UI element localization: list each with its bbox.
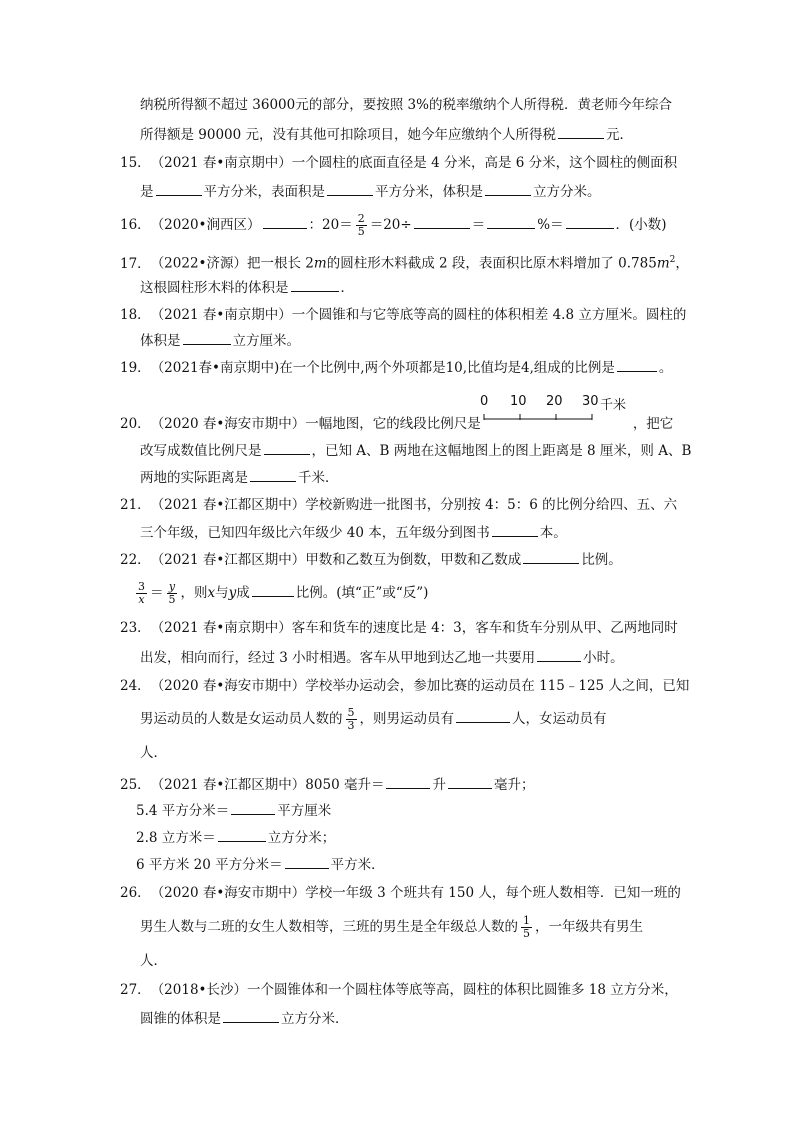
q16-line1	[120, 213, 667, 238]
q24-text: （2020 春•海安市期中）学校举办运动会，参加比赛的运动员在 115﹣125 人之间，已知	[150, 678, 690, 694]
q16-text-3: ＝20÷	[369, 217, 412, 233]
q16-text-2: ：20＝	[308, 217, 353, 233]
q26-text-2: ，一年级共有男生	[535, 919, 643, 935]
q16-text-6: ．(小数)	[615, 217, 667, 233]
q25-line2	[136, 800, 331, 821]
answer-blank[interactable]	[223, 1008, 279, 1023]
q26-text: （2020 春•海安市期中）学校一年级 3 个班共有 150 人，每个班人数相等．已知一班的	[150, 885, 681, 901]
q25-text-7: 立方分米；	[267, 830, 336, 846]
fraction-denominator: x	[138, 593, 145, 606]
q24-line3	[140, 743, 167, 763]
q26-text-1: 男生人数与二班的女生人数相等，三班的男生是全年级总人数的	[140, 919, 518, 935]
q24-line2	[140, 703, 607, 735]
question-number: 21．	[120, 497, 151, 513]
q19-text: （2021春•南京期中)在一个比例中,两个外项都是10,比值均是4,组成的比例是	[150, 360, 615, 376]
q14-line2	[140, 124, 633, 145]
q22-text-2: 比例。	[581, 552, 622, 568]
question-number: 24．	[120, 678, 151, 694]
answer-blank[interactable]	[523, 549, 579, 564]
q23-line1	[120, 618, 678, 638]
answer-blank[interactable]	[617, 357, 657, 372]
q17-line2	[140, 277, 354, 298]
q21-text: （2021 春•江都区期中）学校新购进一批图书，分别按 4：5：6 的比例分给四、五、六	[150, 497, 678, 513]
q25-text-6: 2.8 立方米＝	[136, 830, 216, 846]
equals-sign: ＝	[150, 585, 164, 601]
q22-line2	[136, 578, 428, 608]
answer-blank[interactable]	[558, 124, 604, 139]
fraction	[167, 581, 178, 606]
q21-line1	[120, 495, 677, 515]
unit-square-meter: m	[656, 255, 670, 272]
scale-tick-label: 10	[510, 394, 527, 409]
fraction-denominator: 5	[523, 927, 530, 940]
q22-text-6: 比例。(填“正”或“反”)	[295, 585, 429, 601]
answer-blank[interactable]	[291, 277, 339, 292]
q20-text-2: ，把它	[632, 416, 674, 432]
q15-text-1: 是	[140, 184, 154, 200]
q17-text-5: ．	[340, 280, 354, 296]
q20-text-4: ，已知 A、B 两地在这幅地图上的图上距离是 8 厘米，则 A、B	[311, 443, 692, 459]
fraction-denominator: 3	[347, 719, 355, 732]
question-number: 18．	[120, 307, 151, 323]
q14-text-b: 元．	[606, 127, 634, 143]
q25-line4	[136, 854, 385, 875]
answer-blank[interactable]	[485, 181, 531, 196]
question-number: 15．	[120, 155, 151, 171]
q27-line2	[140, 1008, 349, 1029]
answer-blank[interactable]	[252, 582, 294, 597]
answer-blank[interactable]	[264, 440, 310, 455]
q21-line2	[140, 522, 567, 543]
variable-x: x	[207, 585, 216, 601]
q19-line1	[120, 357, 672, 378]
q27-text: （2018•长沙）一个圆锥体和一个圆柱体等底等高，圆柱的体积比圆锥多 18 立方分米，	[150, 982, 678, 998]
scale-tick-label: 0	[480, 394, 489, 409]
q15-line2	[140, 181, 601, 202]
q16-text-4: ＝	[471, 217, 486, 233]
q25-text-8: 6 平方米 20 平方分米＝	[136, 857, 283, 873]
q26-line3	[140, 951, 167, 971]
q19-text-end: 。	[658, 360, 673, 376]
answer-blank[interactable]	[285, 854, 329, 869]
answer-blank[interactable]	[456, 708, 510, 723]
q22-text-3: ，则	[180, 585, 208, 601]
q20-text-5: 两地的实际距离是	[140, 470, 248, 486]
q15-text-4: 立方分米。	[533, 184, 601, 200]
answer-blank[interactable]	[263, 214, 307, 229]
q23-text-b: 小时。	[583, 650, 624, 666]
q23-text-a: 出发，相向而行，经过 3 小时相遇。客车从甲地到达乙地一共要用	[140, 650, 536, 666]
answer-blank[interactable]	[250, 467, 296, 482]
q20-line1	[120, 414, 673, 434]
q25-text-4: 5.4 平方分米＝	[136, 803, 230, 819]
q22-text-4: 与	[215, 585, 229, 601]
q27-text-a: 圆锥的体积是	[140, 1011, 221, 1027]
answer-blank[interactable]	[492, 522, 538, 537]
q22-line1	[120, 549, 622, 570]
q24-text-4: 人．	[140, 745, 167, 761]
scale-tick-label: 30	[582, 394, 599, 409]
fraction-numerator: 1	[523, 914, 530, 927]
q17-text-4: 这根圆柱形木料的体积是	[140, 280, 289, 296]
q24-text-3: 人，女运动员有	[512, 711, 607, 727]
q24-text-1: 男运动员的人数是女运动员人数的	[140, 711, 343, 727]
q23-text: （2021 春•南京期中）客车和货车的速度比是 4：3，客车和货车分别从甲、乙两地同时	[150, 620, 678, 636]
answer-blank[interactable]	[487, 214, 535, 229]
question-number: 17．	[120, 255, 151, 272]
q24-text-2: ，则男运动员有	[359, 711, 454, 727]
q17-text-2: 的圆柱形木料截成 2 段，表面积比原木料增加了 0.785	[326, 255, 657, 272]
answer-blank[interactable]	[327, 181, 373, 196]
q15-text-3: 平方分米，体积是	[375, 184, 483, 200]
scale-tick-label: 20	[546, 394, 563, 409]
fraction	[136, 581, 147, 606]
answer-blank[interactable]	[448, 774, 492, 789]
question-number: 22．	[120, 552, 151, 568]
q27-line1	[120, 980, 678, 1000]
q20-line2	[140, 440, 691, 461]
q18-text: （2021 春•南京期中）一个圆锥和与它等底等高的圆柱的体积相差 4.8 立方厘米。圆柱的	[150, 307, 687, 323]
fraction	[356, 213, 367, 238]
q15-line1	[120, 153, 677, 173]
q23-line2	[140, 647, 624, 668]
question-number: 27．	[120, 982, 151, 998]
question-number: 19．	[120, 360, 151, 376]
answer-blank[interactable]	[386, 774, 430, 789]
q25-text-5: 平方厘米	[277, 803, 332, 819]
q25-text-2: 升	[432, 777, 446, 793]
answer-blank[interactable]	[537, 647, 581, 662]
q18-line2	[140, 330, 300, 351]
fraction-numerator: 5	[347, 706, 355, 719]
answer-blank[interactable]	[183, 330, 231, 345]
question-number: 25．	[120, 777, 151, 793]
fraction-numerator: 2	[357, 212, 365, 225]
q26-text-3: 人．	[140, 953, 167, 969]
q18-text-b: 立方厘米。	[232, 333, 300, 349]
q14-line1: 纳税所得额不超过 36000元的部分，要按照 3%的税率缴纳个人所得税．黄老师今年综合	[140, 97, 672, 113]
question-number: 26．	[120, 885, 151, 901]
q27-text-b: 立方分米．	[281, 1011, 349, 1027]
q21-text-b: 本。	[539, 525, 567, 541]
question-number: 23．	[120, 620, 151, 636]
q15-text: （2021 春•南京期中）一个圆柱的底面直径是 4 分米，高是 6 分米，这个圆柱的侧面积	[150, 155, 678, 171]
q26-line2	[140, 911, 643, 943]
answer-blank[interactable]	[414, 214, 470, 229]
unit-meter: m	[313, 255, 327, 272]
fraction-numerator: y	[168, 580, 176, 593]
q22-text-5: 成	[236, 585, 250, 601]
scale-unit-label: 千米	[600, 398, 627, 413]
fraction-denominator: 5	[168, 593, 176, 606]
fraction	[521, 915, 532, 940]
q20-text-1: （2020 春•海安市期中）一幅地图，它的线段比例尺是	[150, 416, 481, 432]
question-number: 20．	[120, 416, 151, 432]
q25-text-1: （2021 春•江都区期中）8050 毫升＝	[150, 777, 385, 793]
q24-line1	[120, 676, 689, 696]
answer-blank[interactable]	[566, 214, 614, 229]
q17-line1	[120, 250, 689, 274]
q20-line3	[140, 467, 339, 488]
superscript: 2	[669, 255, 676, 265]
q18-text-a: 体积是	[140, 333, 181, 349]
q22-text-1: （2021 春•江都区期中）甲数和乙数互为倒数，甲数和乙数成	[150, 552, 522, 568]
answer-blank[interactable]	[231, 800, 275, 815]
answer-blank[interactable]	[156, 181, 202, 196]
q16-text-1: （2020•涧西区）	[150, 217, 261, 233]
variable-y: y	[228, 585, 237, 601]
q25-line3	[136, 827, 335, 848]
question-number: 16．	[120, 217, 151, 233]
q20-text-3: 改写成数值比例尺是	[140, 443, 262, 459]
answer-blank[interactable]	[218, 827, 266, 842]
q17-text-3: ，	[675, 255, 689, 272]
q25-line1	[120, 774, 534, 795]
q25-text-9: 平方米．	[330, 857, 385, 873]
q18-line1	[120, 305, 686, 325]
q20-text-6: 千米．	[298, 470, 339, 486]
q17-text-1: （2022•济源）把一根长 2	[150, 255, 314, 272]
q14-text-a: 所得额是 90000 元，没有其他可扣除项目，她今年应缴纳个人所得税	[140, 127, 557, 143]
q21-text-a: 三个年级，已知四年级比六年级少 40 本，五年级分到图书	[140, 525, 490, 541]
q16-text-5: %＝	[537, 217, 564, 233]
fraction-denominator: 5	[357, 225, 365, 238]
fraction-numerator: 3	[138, 580, 145, 593]
q25-text-3: 毫升；	[493, 777, 535, 793]
q26-line1	[120, 883, 681, 903]
q15-text-2: 平方分米，表面积是	[203, 184, 325, 200]
fraction	[346, 707, 357, 732]
